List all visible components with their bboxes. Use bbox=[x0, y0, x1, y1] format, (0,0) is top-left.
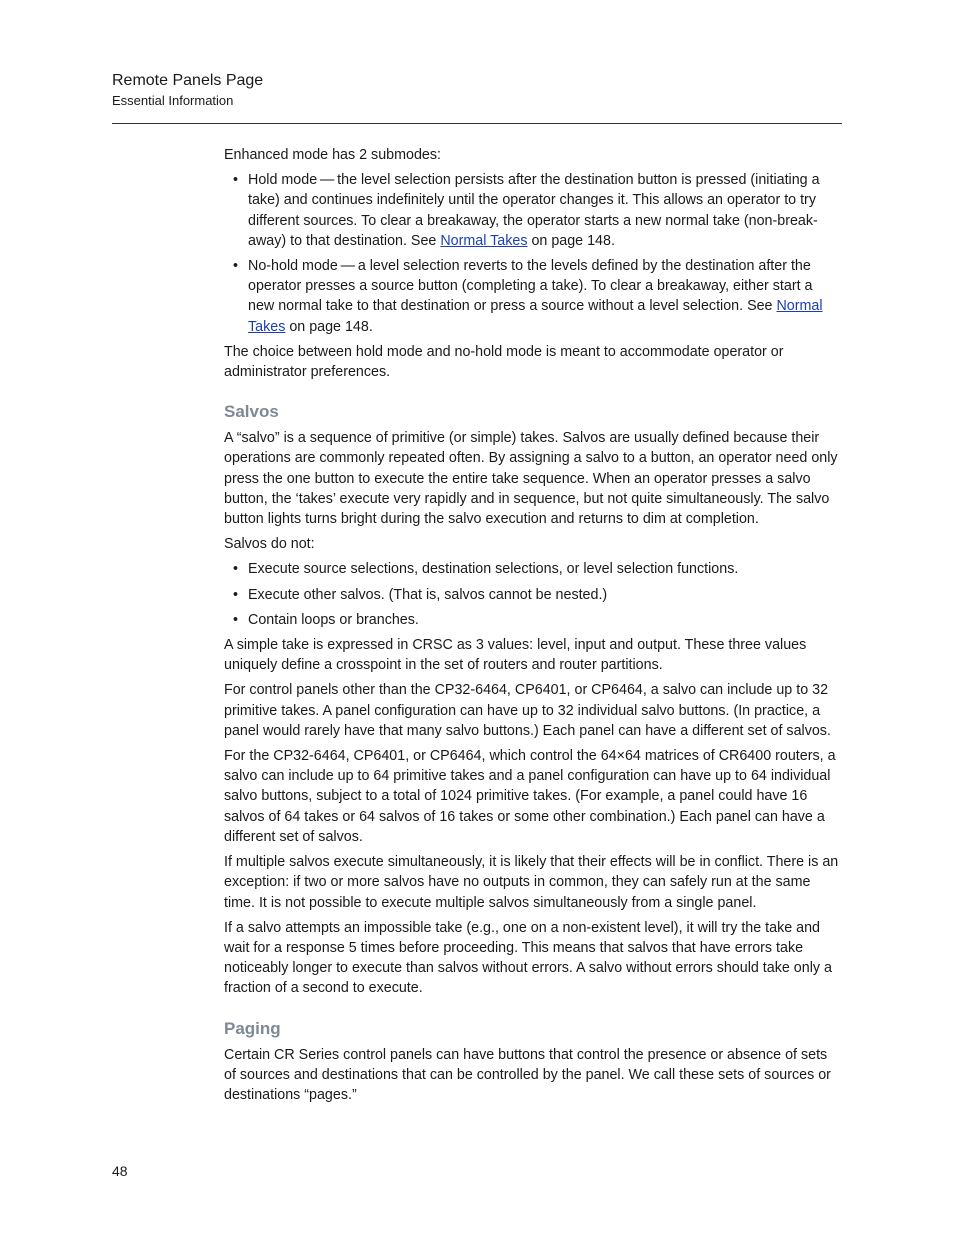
page-header bbox=[112, 70, 842, 110]
intro-closing: The choice between hold mode and no-hold mode is meant to accommodate operator or administrator preferences. bbox=[224, 343, 784, 381]
salvos-paragraph: A “salvo” is a sequence of primitive (or simple) takes. Salvos are usually defined because their operations are commonly repeated often. By assigning a salvo to a button, an operator need only press the one button to execute the entire take sequence. When an operator presses a salvo button, the ‘takes’ execute very rapidly and in sequence, but not quite simultaneously. The salvo button lights turns bright during the salvo execution and returns to dim at completion. bbox=[224, 430, 838, 528]
list-item-text: Contain loops or branches. bbox=[248, 611, 419, 628]
salvos-heading: Salvos bbox=[224, 402, 279, 422]
list-item bbox=[224, 256, 842, 337]
salvos-paragraph: If a salvo attempts an impossible take (e.g., one on a non-existent level), it will try the take and wait for a response 5 times before proceeding. This means that salvos that have errors take noticeably longer to execute than salvos without errors. A salvo without errors should take only a fraction of a second to execute. bbox=[224, 919, 832, 997]
list-item-text-tail: on page 148. bbox=[285, 318, 373, 335]
bullet-icon: • bbox=[233, 561, 239, 578]
salvos-paragraph: For the CP32-6464, CP6401, or CP6464, which control the 64×64 matrices of CR6400 routers, a salvo can include up to 64 primitive takes and a panel configuration can have up to 64 individual salvo buttons, subject to a total of 1024 primitive takes. (For example, a panel could have 16 salvos of 64 takes or 64 salvos of 16 takes or some other combination.) Each panel can have a different set of salvos. bbox=[224, 748, 836, 845]
list-item-text-tail: on page 148. bbox=[527, 232, 615, 249]
normal-takes-link[interactable]: Normal Takes bbox=[440, 232, 528, 249]
salvos-paragraph: For control panels other than the CP32-6464, CP6401, or CP6464, a salvo can include up to 32 primitive takes. A panel configuration can have up to 32 individual salvo buttons. (In practice, a panel would rarely have that many salvo buttons.) Each panel can have a different set of salvos. bbox=[224, 682, 831, 739]
list-item-text: No-hold mode — a level selection reverts to the levels defined by the destination after the operator presses a source button (completing a take). To clear a breakaway, either start a new normal take to that destination or press a source without a level selection. See bbox=[248, 258, 813, 315]
list-item bbox=[224, 559, 842, 579]
main-content bbox=[224, 145, 842, 1110]
bullet-icon: • bbox=[233, 258, 239, 275]
list-item-text: Execute other salvos. (That is, salvos cannot be nested.) bbox=[248, 586, 608, 603]
salvos-paragraph: Salvos do not: bbox=[224, 536, 315, 553]
paging-heading: Paging bbox=[224, 1018, 281, 1038]
paging-paragraph: Certain CR Series control panels can have buttons that control the presence or absence of sets of sources and destinations that can be controlled by the panel. We call these sets of sources or destinations “pages.” bbox=[224, 1046, 831, 1103]
list-item-text: Execute source selections, destination selections, or level selection functions. bbox=[248, 561, 739, 578]
bullet-icon: • bbox=[233, 611, 239, 628]
submode-list bbox=[224, 170, 842, 337]
salvos-paragraph: A simple take is expressed in CRSC as 3 values: level, input and output. These three values uniquely define a crosspoint in the set of routers and router partitions. bbox=[224, 637, 807, 674]
bullet-icon: • bbox=[233, 172, 239, 189]
normal-takes-link[interactable]: Normal Takes bbox=[248, 298, 823, 335]
bullet-icon: • bbox=[233, 586, 239, 603]
header-rule bbox=[112, 123, 842, 124]
list-item bbox=[224, 610, 842, 630]
salvos-do-not-list bbox=[224, 559, 842, 630]
page-number: 48 bbox=[112, 1163, 128, 1179]
header-subtitle: Essential Information bbox=[112, 93, 234, 108]
intro-lead: Enhanced mode has 2 submodes: bbox=[224, 147, 441, 163]
list-item bbox=[224, 585, 842, 605]
list-item-text: Hold mode — the level selection persists after the destination button is pressed (initiating a take) and continues indefinitely until the operator changes it. This allows an operator to try different sources. To clear a breakaway, the operator starts a new normal take (non-break-away) to that destination. See bbox=[248, 172, 820, 249]
header-title: Remote Panels Page bbox=[112, 72, 264, 89]
list-item bbox=[224, 170, 842, 251]
salvos-paragraph: If multiple salvos execute simultaneously, it is likely that their effects will be in conflict. There is an exception: if two or more salvos have no outputs in common, they can safely run at the same time. It is not possible to execute multiple salvos simultaneously from a single panel. bbox=[224, 854, 839, 911]
